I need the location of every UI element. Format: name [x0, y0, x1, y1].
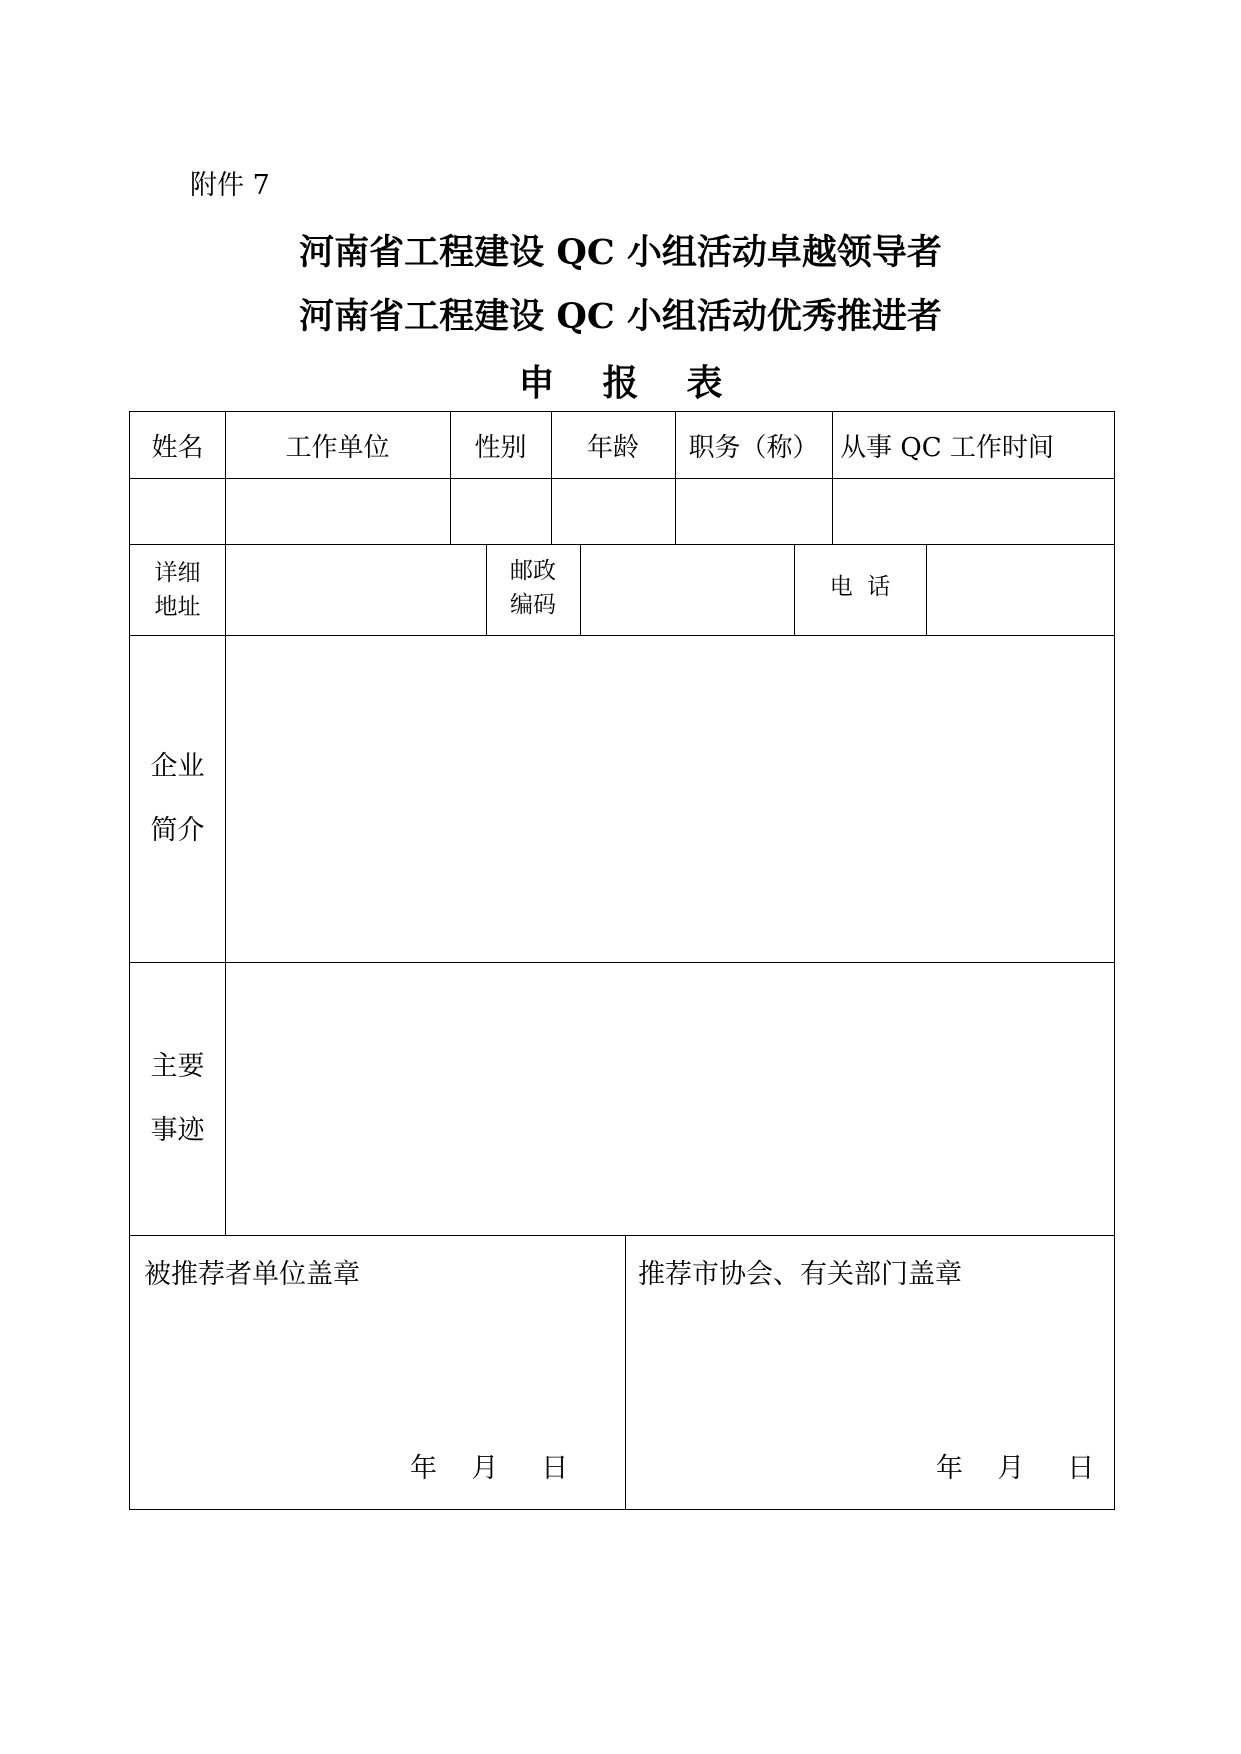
header-gender: 性别	[474, 432, 527, 463]
company-intro-field[interactable]	[225, 635, 1114, 962]
header-age: 年龄	[586, 432, 639, 463]
header-position: 职务（称）	[688, 432, 819, 463]
work-unit-field[interactable]	[225, 478, 450, 544]
company-intro-label-line-1: 企业	[150, 750, 205, 782]
postcode-label	[486, 544, 580, 635]
title-line-1: 河南省工程建设 QC 小组活动卓越领导者	[299, 232, 942, 273]
company-intro-label-line-2: 简介	[150, 814, 205, 846]
address-label	[130, 544, 225, 635]
header-name: 姓名	[151, 432, 204, 463]
stamp-right-label: 推荐市协会、有关部门盖章	[638, 1259, 962, 1290]
position-field[interactable]	[675, 478, 832, 544]
header-qc-work-time: 从事 QC 工作时间	[840, 432, 1054, 463]
postcode-field[interactable]	[580, 544, 794, 635]
age-field[interactable]	[551, 478, 675, 544]
form-title-char-1: 申	[518, 362, 555, 404]
address-label-line-2: 地址	[154, 593, 201, 620]
main-deeds-label-line-1: 主要	[150, 1050, 205, 1082]
main-deeds-label-line-2: 事迹	[150, 1114, 205, 1146]
phone-label: 电 话	[829, 574, 891, 600]
postcode-label-line-1: 邮政	[510, 558, 556, 584]
qc-work-time-field[interactable]	[832, 478, 1114, 544]
application-form-table	[129, 411, 1115, 1510]
header-work-unit: 工作单位	[285, 432, 390, 463]
attachment-label: 附件 7	[190, 170, 270, 201]
date-right: 年 月 日	[936, 1453, 1095, 1484]
postcode-label-line-2: 编码	[510, 592, 556, 618]
company-intro-label	[130, 635, 225, 962]
main-deeds-label	[130, 962, 225, 1235]
date-left: 年 月 日	[410, 1453, 569, 1484]
address-label-line-1: 详细	[154, 559, 201, 586]
title-line-2: 河南省工程建设 QC 小组活动优秀推进者	[299, 296, 942, 337]
stamp-left-label: 被推荐者单位盖章	[144, 1259, 360, 1290]
form-title	[0, 355, 1241, 406]
gender-field[interactable]	[450, 478, 551, 544]
address-field[interactable]	[225, 544, 486, 635]
form-title-char-2: 报	[602, 362, 639, 404]
main-deeds-field[interactable]	[225, 962, 1114, 1235]
form-title-char-3: 表	[686, 362, 723, 404]
name-field[interactable]	[130, 478, 225, 544]
phone-field[interactable]	[926, 544, 1114, 635]
